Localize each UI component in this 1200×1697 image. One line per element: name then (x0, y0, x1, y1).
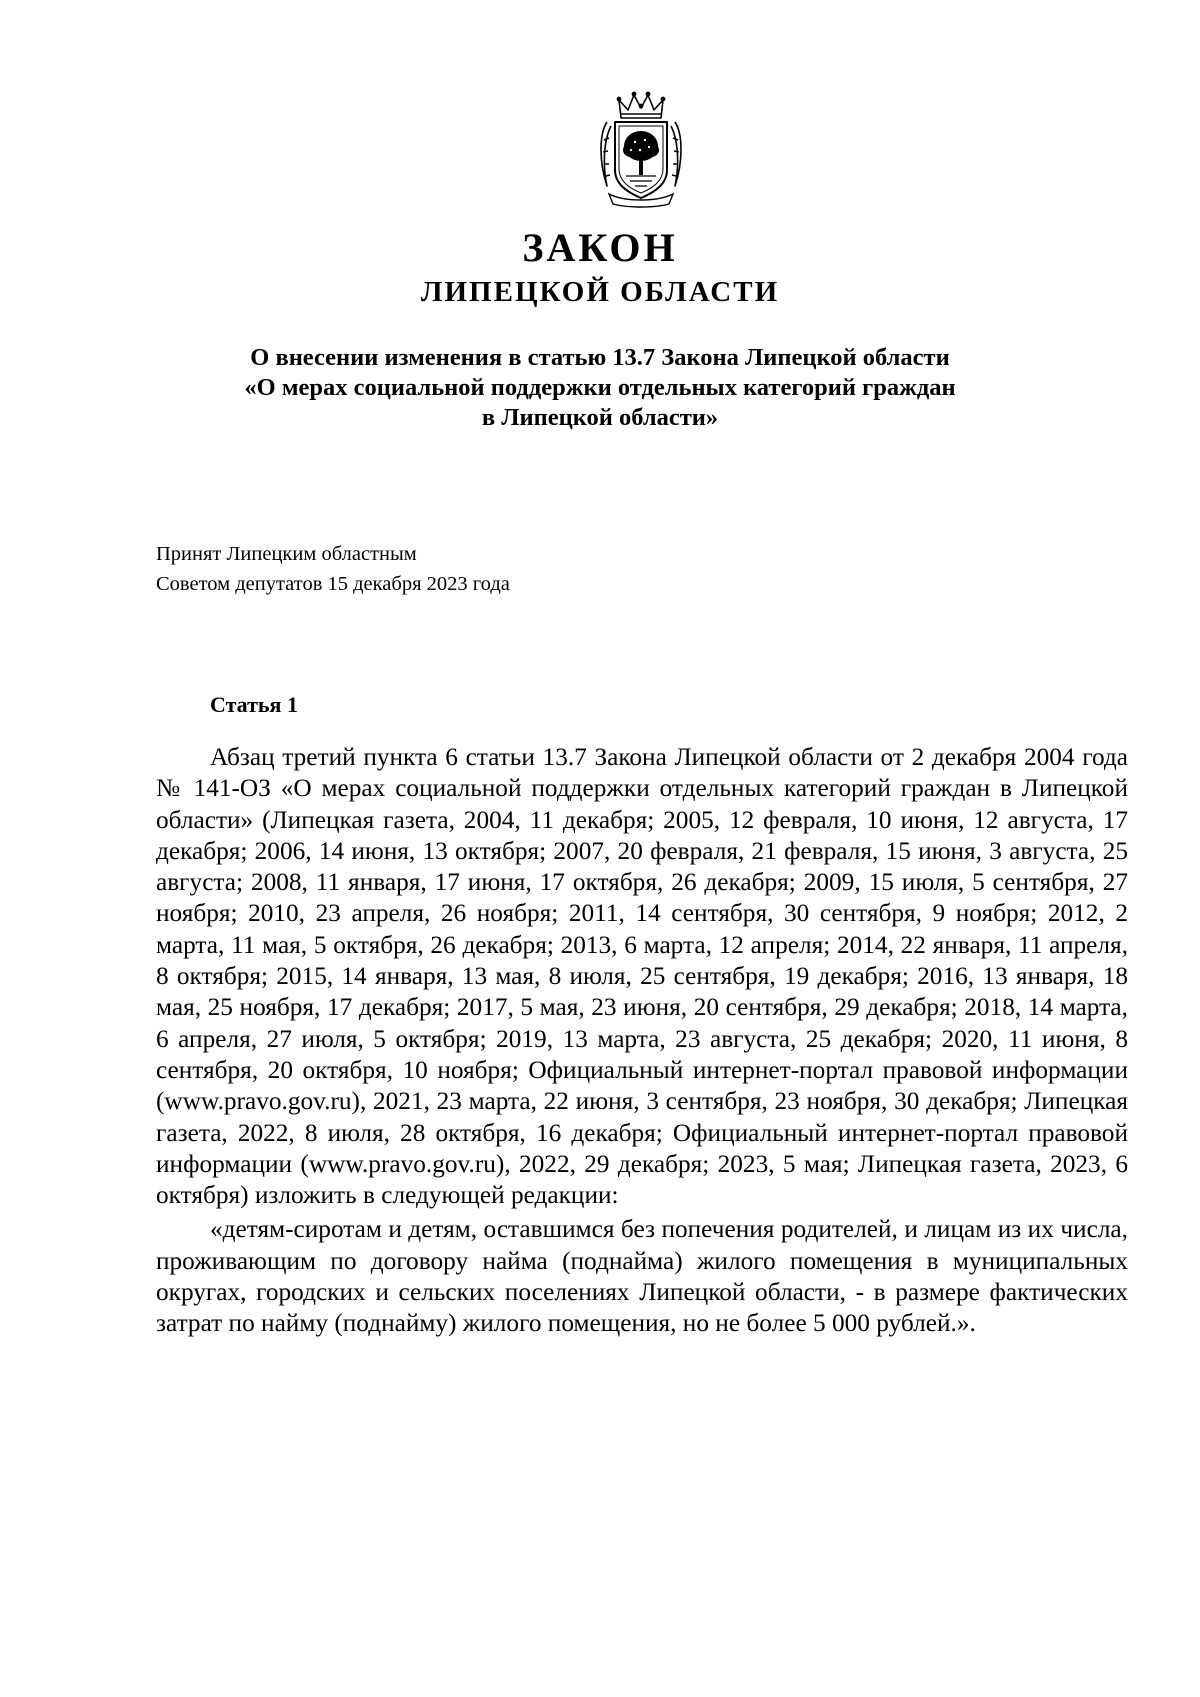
law-name-line: О внесении изменения в статью 13.7 Закона Липецкой области (250, 344, 950, 371)
document-title: ЗАКОН (522, 225, 678, 270)
law-name-line: «О мерах социальной поддержки отдельных категорий граждан (244, 374, 956, 401)
document-subtitle: ЛИПЕЦКОЙ ОБЛАСТИ (420, 276, 780, 308)
adoption-line: Принят Липецким областным (156, 543, 417, 565)
law-name (0, 343, 1200, 433)
adoption-line: Советом депутатов 15 декабря 2023 года (156, 573, 510, 595)
article-paragraph: «детям-сиротам и детям, оставшимся без попечения родителей, и лицам из их числа, проживающим по договору найма (поднайма) жилого помещения в муниципальных округах, городских и сельских поселениях Липецкой области, - в размере фактических затрат по найму (поднайму) жилого помещения, но не более 5 000 рублей.». (156, 1215, 1128, 1338)
article-paragraph: Абзац третий пункта 6 статьи 13.7 Закона Липецкой области от 2 декабря 2004 года № 141-ОЗ «О мерах социальной поддержки отдельных категорий граждан в Липецкой области» (Липецкая газета, 2004, 11 декабря; 2005, 12 февраля, 10 июня, 12 августа, 17 декабря; 2006, 14 июня, 13 октября; 2007, 20 февраля, 21 февраля, 15 июня, 3 августа, 25 августа; 2008, 11 января, 17 июня, 17 октября, 26 декабря; 2009, 15 июля, 5 сентября, 27 ноября; 2010, 23 апреля, 26 ноября; 2011, 14 сентября, 30 сентября, 9 ноября; 2012, 2 марта, 11 мая, 5 октября, 26 декабря; 2013, 6 марта, 12 апреля; 2014, 22 января, 11 апреля, 8 октября; 2015, 14 января, 13 мая, 8 июля, 25 сентября, 19 декабря; 2016, 13 января, 18 мая, 25 ноября, 17 декабря; 2017, 5 мая, 23 июня, 20 сентября, 29 декабря; 2018, 14 марта, 6 апреля, 27 июля, 5 октября; 2019, 13 марта, 23 августа, 25 декабря; 2020, 11 июня, 8 сентября, 20 октября, 10 ноября; Официальный интернет-портал правовой информации (www.pravo.gov.ru), 2021, 23 марта, 22 июня, 3 сентября, 23 ноября, 30 декабря; Липецкая газета, 2022, 8 июля, 28 октября, 16 декабря; Официальный интернет-портал правовой информации (www.pravo.gov.ru), 2022, 29 декабря; 2023, 5 мая; Липецкая газета, 2023, 6 октября) изложить в следующей редакции: (156, 743, 1128, 1210)
law-name-line: в Липецкой области» (481, 404, 719, 431)
article-body (156, 742, 1128, 1340)
article-heading: Статья 1 (210, 692, 298, 717)
adoption-note (156, 539, 510, 599)
coat-of-arms-icon (595, 90, 687, 208)
